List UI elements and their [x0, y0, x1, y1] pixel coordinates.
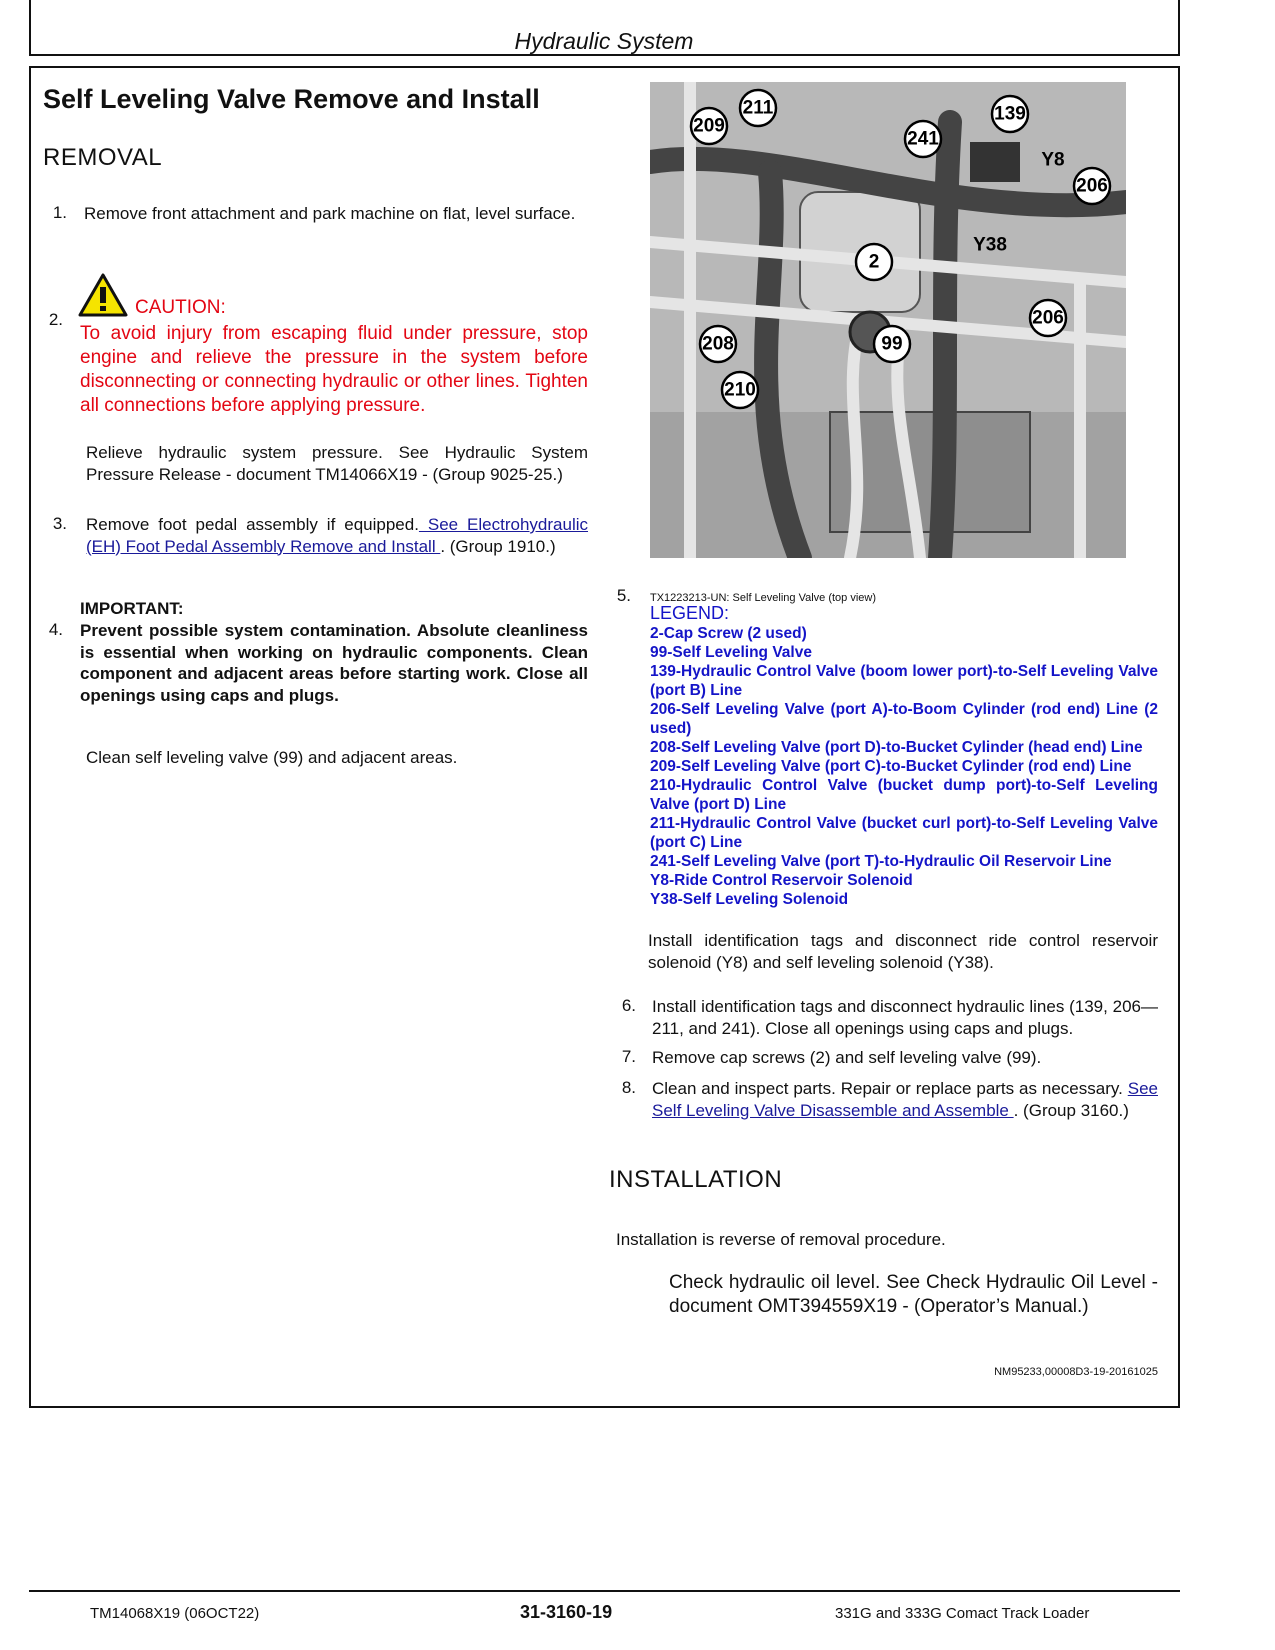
important-text: Prevent possible system contamination. Absolute cleanliness is essential when working on hydraulic components. Clean component and adjacent areas before starting work. Close all openings using caps and plugs. — [80, 621, 588, 705]
callout-99: 99 — [881, 333, 903, 355]
step-4-number: 4. — [48, 620, 63, 639]
callout-241: 241 — [907, 128, 939, 150]
step-3-number: 3. — [52, 514, 67, 533]
footer-product: 331G and 333G Comact Track Loader — [835, 1605, 1090, 1622]
legend-item: 208-Self Leveling Valve (port D)-to-Bucket Cylinder (head end) Line — [650, 739, 1143, 756]
section-title: Self Leveling Valve Remove and Install — [43, 84, 540, 114]
callout-206-top: 206 — [1076, 175, 1108, 197]
callout-2: 2 — [868, 251, 880, 273]
step-4-text: Clean self leveling valve (99) and adjacent areas. — [86, 748, 458, 767]
footer-rule — [29, 1590, 1180, 1592]
step-6-number: 6. — [621, 996, 636, 1015]
legend-item: 210-Hydraulic Control Valve (bucket dump port)-to-Self Leveling Valve (port D) Line — [650, 777, 1158, 813]
self-leveling-valve-disassemble-link[interactable]: See Self Leveling Valve Disassemble and Assemble — [652, 1079, 1158, 1120]
callout-139: 139 — [994, 103, 1026, 125]
legend-item: 211-Hydraulic Control Valve (bucket curl port)-to-Self Leveling Valve (port C) Line — [650, 815, 1158, 851]
eh-foot-pedal-link[interactable]: See Electrohydraulic (EH) Foot Pedal Assembly Remove and Install — [86, 515, 589, 556]
step-2-text: Relieve hydraulic system pressure. See Hydraulic System Pressure Release - document TM14066X19 - (Group 9025-25.) — [86, 443, 588, 484]
legend-item: 2-Cap Screw (2 used) — [650, 625, 807, 642]
caution-text: To avoid injury from escaping fluid under pressure, stop engine and relieve the pressure in the system before disconnecting or connecting hydraulic or other lines. Tighten all connections before applying pressure. — [80, 323, 588, 416]
callout-y8: Y8 — [1041, 149, 1065, 171]
legend-item: Y38-Self Leveling Solenoid — [650, 891, 849, 908]
legend-item: 241-Self Leveling Valve (port T)-to-Hydraulic Oil Reservoir Line — [650, 853, 1112, 870]
step-5-text: Install identification tags and disconnect ride control reservoir solenoid (Y8) and self leveling solenoid (Y38). — [648, 931, 1158, 972]
self-leveling-valve-figure — [650, 82, 1126, 558]
caution-label: CAUTION: — [135, 297, 226, 318]
warning-icon — [78, 272, 128, 318]
step-8-text: Clean and inspect parts. Repair or replace parts as necessary. See Self Leveling Valve Disassemble and Assemble . (Group 3160.) — [652, 1079, 1158, 1120]
callout-206-bottom: 206 — [1032, 307, 1064, 329]
installation-text: Installation is reverse of removal procedure. — [616, 1230, 946, 1249]
footer-page-number: 31-3160-19 — [520, 1602, 613, 1622]
step-1-number: 1. — [52, 203, 67, 222]
step-1-text: Remove front attachment and park machine on flat, level surface. — [84, 204, 576, 223]
callout-208: 208 — [702, 333, 734, 355]
figure-caption: TX1223213-UN: Self Leveling Valve (top view) — [650, 592, 877, 604]
legend-item: Y8-Ride Control Reservoir Solenoid — [650, 872, 913, 889]
step-6-text: Install identification tags and disconnect hydraulic lines (139, 206—211, and 241). Close all openings using caps and plugs. — [652, 997, 1158, 1038]
footer-doc-number: TM14068X19 (06OCT22) — [90, 1605, 260, 1622]
legend-item: 99-Self Leveling Valve — [650, 644, 812, 661]
important-label: IMPORTANT: — [80, 599, 184, 618]
installation-heading: INSTALLATION — [609, 1166, 783, 1193]
legend-item: 209-Self Leveling Valve (port C)-to-Bucket Cylinder (rod end) Line — [650, 758, 1132, 775]
callout-211: 211 — [742, 97, 774, 119]
callout-210: 210 — [724, 379, 756, 401]
legend-item: 139-Hydraulic Control Valve (boom lower port)-to-Self Leveling Valve (port B) Line — [650, 663, 1158, 699]
step-7-text: Remove cap screws (2) and self leveling valve (99). — [652, 1048, 1042, 1067]
step-8-number: 8. — [621, 1078, 636, 1097]
step-7-number: 7. — [621, 1047, 636, 1066]
step-2-number: 2. — [48, 310, 63, 329]
legend-title: LEGEND: — [650, 603, 730, 623]
header-title: Hydraulic System — [514, 28, 694, 54]
step-5-number: 5. — [616, 586, 631, 605]
callout-209: 209 — [693, 115, 725, 137]
legend — [650, 624, 1158, 909]
step-3-text: Remove foot pedal assembly if equipped. See Electrohydraulic (EH) Foot Pedal Assembly Remove and Install . (Group 1910.) — [86, 515, 589, 556]
callout-y38: Y38 — [973, 234, 1007, 256]
doc-id: NM95233,00008D3-19-20161025 — [994, 1366, 1158, 1378]
legend-item: 206-Self Leveling Valve (port A)-to-Boom Cylinder (rod end) Line (2 used) — [650, 701, 1158, 737]
removal-heading: REMOVAL — [43, 144, 163, 171]
check-oil-text: Check hydraulic oil level. See Check Hydraulic Oil Level - document OMT394559X19 - (Operator’s Manual.) — [669, 1272, 1158, 1317]
